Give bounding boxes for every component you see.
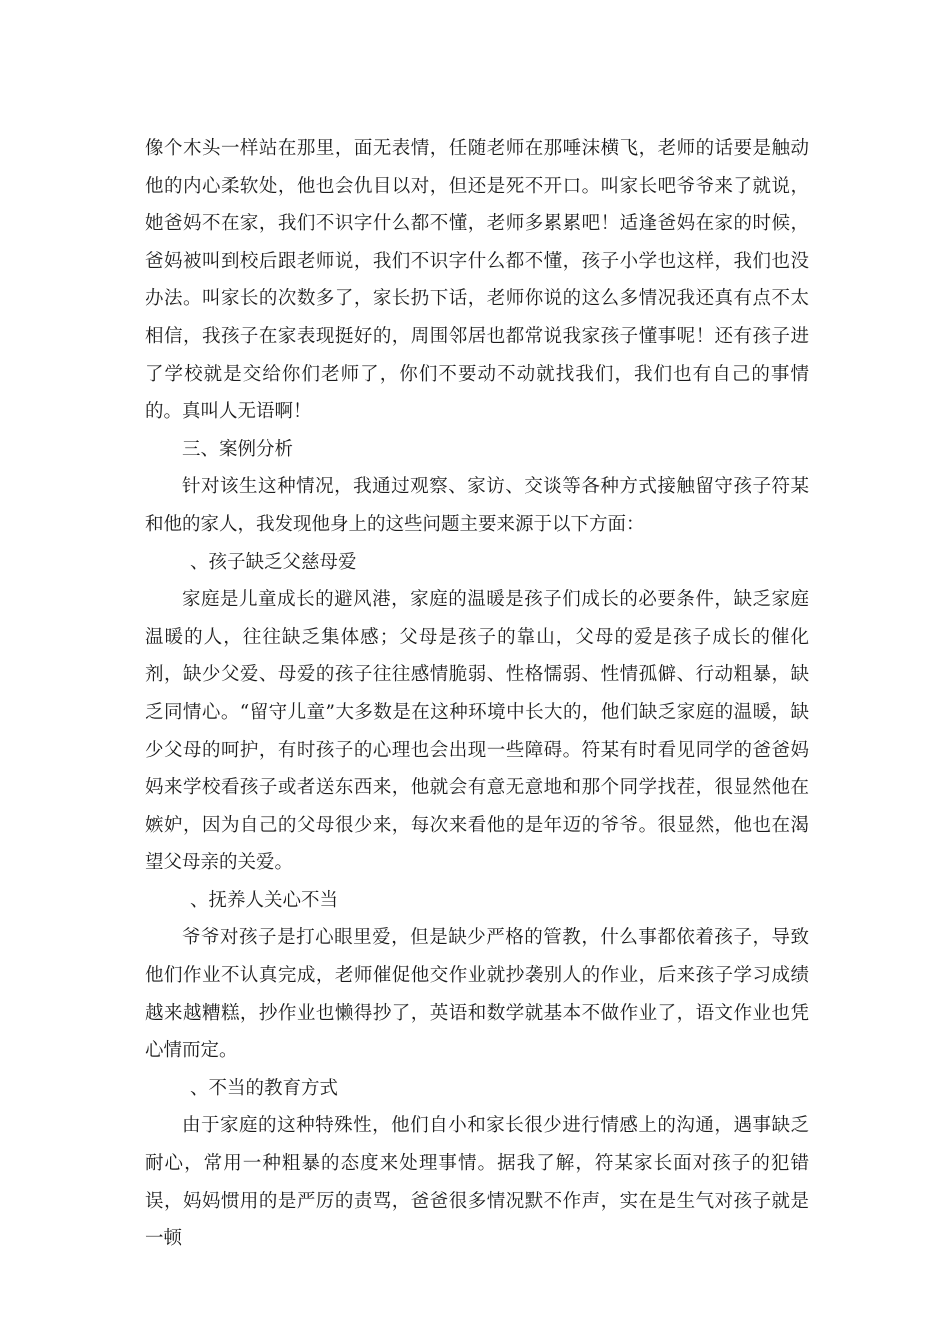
paragraph-continued: 像个木头一样站在那里，面无表情，任随老师在那唾沫横飞，老师的话要是触动他的内心柔软处，他也会仇目以对，但还是死不开口。叫家长吧爷爷来了就说，她爸妈不在家，我们不识字什么都不懂，老师多累累吧！适逢爸妈在家的时候，爸妈被叫到校后跟老师说，我们不识字什么都不懂，孩子小学也这样，我们也没办法。叫家长的次数多了，家长扔下话，老师你说的这么多情况我还真有点不太相信，我孩子在家表现挺好的，周围邻居也都常说我家孩子懂事呢！还有孩子进了学校就是交给你们老师了，你们不要动不动就找我们，我们也有自己的事情的。真叫人无语啊！ — [145, 138, 809, 423]
document-page — [145, 130, 809, 1258]
paragraph-grandfather: 爷爷对孩子是打心眼里爱，但是缺少严格的管教，什么事都依着孩子，导致他们作业不认真完成，老师催促他交作业就抄袭别人的作业，后来孩子学习成绩越来越糟糕，抄作业也懒得抄了，英语和数学就基本不做作业了，语文作业也凭心情而定。 — [145, 927, 809, 1062]
subheading-improper-education: 、不当的教育方式 — [190, 1077, 339, 1099]
paragraph-family-warmth: 家庭是儿童成长的避风港，家庭的温暖是孩子们成长的必要条件，缺乏家庭温暖的人，往往缺乏集体感；父母是孩子的靠山，父母的爱是孩子成长的催化剂，缺少父爱、母爱的孩子往往感情脆弱、性格懦弱、性情孤僻、行动粗暴，缺乏同情心。“留守儿童”大多数是在这种环境中长大的，他们缺乏家庭的温暖，缺少父母的呵护，有时孩子的心理也会出现一些障碍。符某有时看见同学的爸爸妈妈来学校看孩子或者送东西来，他就会有意无意地和那个同学找茬，很显然他在嫉妒，因为自己的父母很少来，每次来看他的是年迈的爷爷。很显然，他也在渴望父母亲的关爱。 — [145, 589, 809, 874]
subheading-lack-of-parental-love: 、孩子缺乏父慈母爱 — [190, 551, 357, 573]
paragraph-education-method: 由于家庭的这种特殊性，他们自小和家长很少进行情感上的沟通，遇事缺乏耐心，常用一种粗暴的态度来处理事情。据我了解，符某家长面对孩子的犯错误，妈妈惯用的是严厉的责骂，爸爸很多情况默不作声，实在是生气对孩子就是一顿 — [145, 1115, 809, 1250]
subheading-improper-care: 、抚养人关心不当 — [190, 889, 339, 911]
paragraph-intro: 针对该生这种情况，我通过观察、家访、交谈等各种方式接触留守孩子符某和他的家人，我发现他身上的这些问题主要来源于以下方面： — [145, 476, 809, 535]
section-heading-case-analysis: 三、案例分析 — [182, 438, 294, 460]
